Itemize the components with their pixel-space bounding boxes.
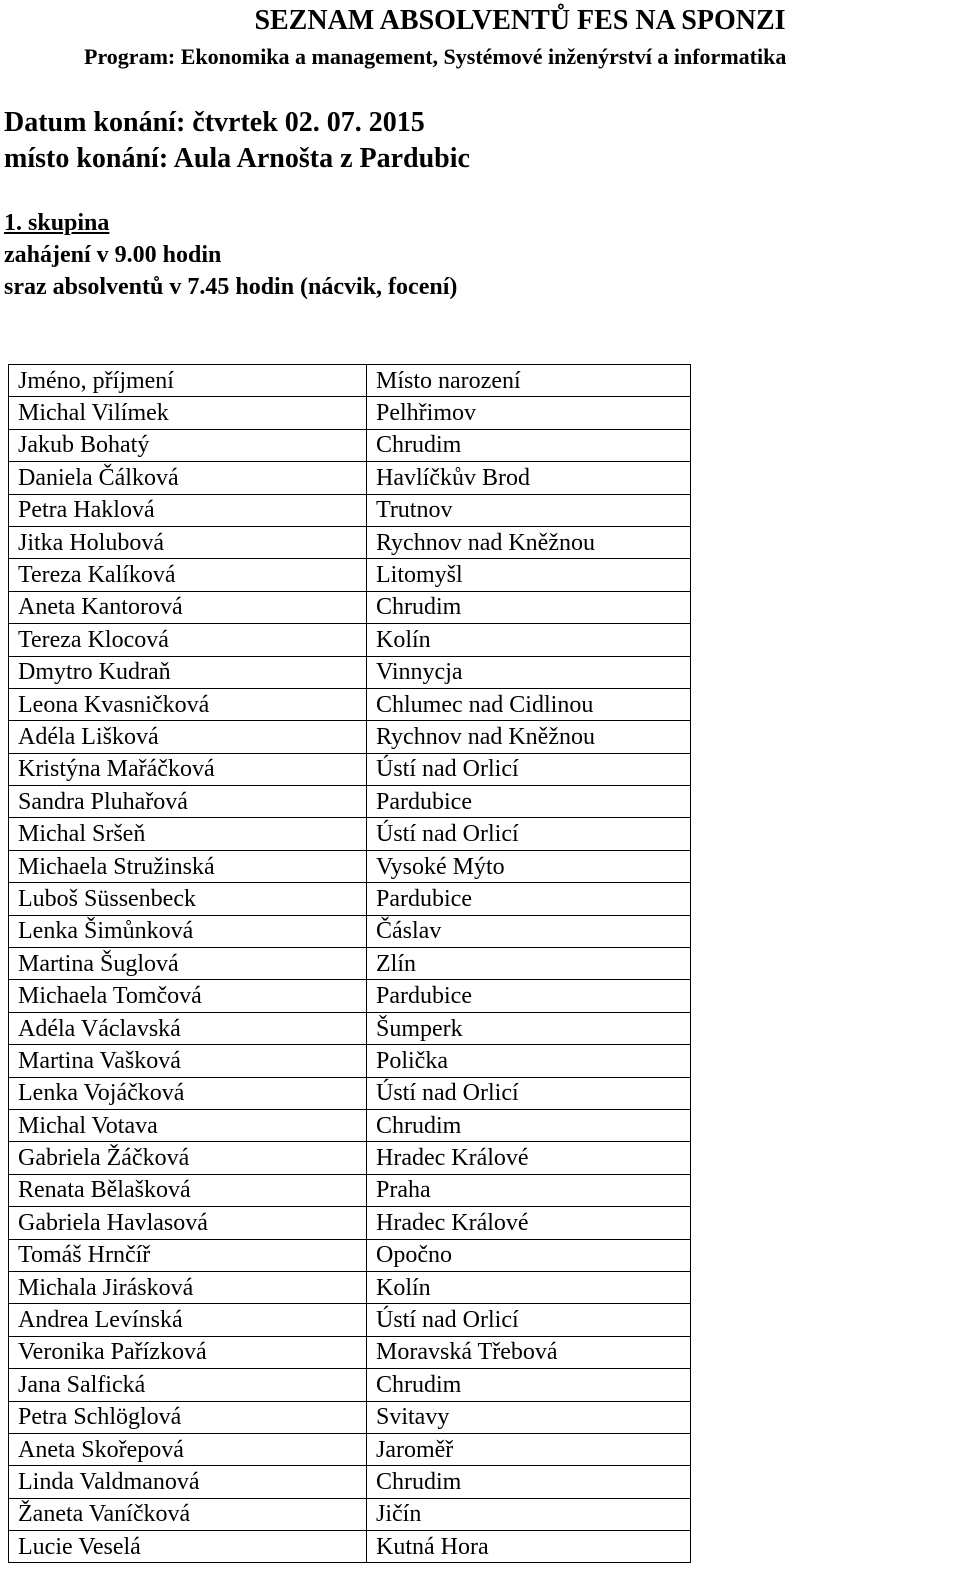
graduate-name-cell: Aneta Skořepová: [9, 1433, 367, 1465]
birthplace-cell: Moravská Třebová: [367, 1336, 691, 1368]
table-row: [9, 462, 691, 494]
date-line: Datum konání: čtvrtek 02. 07. 2015: [4, 107, 425, 138]
birthplace-cell: Opočno: [367, 1239, 691, 1271]
table-body: [9, 397, 691, 1563]
birthplace-cell: Šumperk: [367, 1012, 691, 1044]
graduate-name-cell: Andrea Levínská: [9, 1304, 367, 1336]
graduate-name-cell: Renata Bělašková: [9, 1174, 367, 1206]
table-row: [9, 656, 691, 688]
place-line: místo konání: Aula Arnošta z Pardubic: [4, 143, 470, 174]
graduate-name-cell: Gabriela Havlasová: [9, 1207, 367, 1239]
table-row: [9, 1498, 691, 1530]
table-row: [9, 624, 691, 656]
birthplace-cell: Pardubice: [367, 883, 691, 915]
table-row: [9, 1012, 691, 1044]
graduate-name-cell: Adéla Lišková: [9, 721, 367, 753]
birthplace-cell: Ústí nad Orlicí: [367, 1304, 691, 1336]
table-row: [9, 526, 691, 558]
graduate-name-cell: Martina Šuglová: [9, 948, 367, 980]
birthplace-cell: Trutnov: [367, 494, 691, 526]
table-row: [9, 980, 691, 1012]
table-row: [9, 494, 691, 526]
birthplace-cell: Ústí nad Orlicí: [367, 818, 691, 850]
graduate-name-cell: Tomáš Hrnčíř: [9, 1239, 367, 1271]
birthplace-cell: Polička: [367, 1045, 691, 1077]
birthplace-cell: Vysoké Mýto: [367, 850, 691, 882]
meeting-time-line: sraz absolventů v 7.45 hodin (nácvik, focení): [4, 274, 458, 300]
table-row: [9, 1433, 691, 1465]
start-time-line: zahájení v 9.00 hodin: [4, 242, 222, 268]
birthplace-cell: Kolín: [367, 624, 691, 656]
birthplace-cell: Svitavy: [367, 1401, 691, 1433]
birthplace-cell: Chlumec nad Cidlinou: [367, 688, 691, 720]
table-row: [9, 850, 691, 882]
graduate-name-cell: Tereza Klocová: [9, 624, 367, 656]
table-row: [9, 1271, 691, 1303]
birthplace-cell: Hradec Králové: [367, 1142, 691, 1174]
table-row: [9, 1369, 691, 1401]
group-label: 1. skupina: [4, 210, 110, 236]
table-row: [9, 1174, 691, 1206]
graduate-name-cell: Linda Valdmanová: [9, 1466, 367, 1498]
birthplace-cell: Kutná Hora: [367, 1531, 691, 1563]
header-name: Jméno, příjmení: [9, 365, 367, 397]
graduate-name-cell: Daniela Čálková: [9, 462, 367, 494]
graduate-name-cell: Jana Salfická: [9, 1369, 367, 1401]
table-row: [9, 1531, 691, 1563]
graduate-name-cell: Jakub Bohatý: [9, 429, 367, 461]
graduate-name-cell: Dmytro Kudraň: [9, 656, 367, 688]
graduate-name-cell: Martina Vašková: [9, 1045, 367, 1077]
birthplace-cell: Chrudim: [367, 1109, 691, 1141]
graduate-name-cell: Luboš Süssenbeck: [9, 883, 367, 915]
table-row: [9, 1304, 691, 1336]
header-birthplace: Místo narození: [367, 365, 691, 397]
table-row: [9, 1207, 691, 1239]
graduate-name-cell: Michal Vilímek: [9, 397, 367, 429]
table-row: [9, 753, 691, 785]
table-row: [9, 1239, 691, 1271]
table-row: [9, 429, 691, 461]
graduate-name-cell: Petra Haklová: [9, 494, 367, 526]
graduate-name-cell: Michaela Tomčová: [9, 980, 367, 1012]
table-row: [9, 397, 691, 429]
table-row: [9, 883, 691, 915]
graduate-name-cell: Jitka Holubová: [9, 526, 367, 558]
graduate-name-cell: Leona Kvasničková: [9, 688, 367, 720]
birthplace-cell: Pardubice: [367, 980, 691, 1012]
table-row: [9, 721, 691, 753]
birthplace-cell: Rychnov nad Kněžnou: [367, 526, 691, 558]
birthplace-cell: Jičín: [367, 1498, 691, 1530]
table-row: [9, 688, 691, 720]
table-header-row: [9, 365, 691, 397]
table-row: [9, 1109, 691, 1141]
birthplace-cell: Rychnov nad Kněžnou: [367, 721, 691, 753]
birthplace-cell: Praha: [367, 1174, 691, 1206]
table-row: [9, 1401, 691, 1433]
birthplace-cell: Kolín: [367, 1271, 691, 1303]
graduate-name-cell: Michaela Stružinská: [9, 850, 367, 882]
document-title: SEZNAM ABSOLVENTŮ FES NA SPONZI: [254, 5, 786, 36]
graduate-name-cell: Lenka Šimůnková: [9, 915, 367, 947]
table-row: [9, 1142, 691, 1174]
program-line: Program: Ekonomika a management, Systémové inženýrství a informatika: [84, 44, 787, 69]
birthplace-cell: Chrudim: [367, 429, 691, 461]
birthplace-cell: Zlín: [367, 948, 691, 980]
birthplace-cell: Chrudim: [367, 1369, 691, 1401]
birthplace-cell: Hradec Králové: [367, 1207, 691, 1239]
graduate-name-cell: Lenka Vojáčková: [9, 1077, 367, 1109]
birthplace-cell: Čáslav: [367, 915, 691, 947]
graduate-name-cell: Veronika Pařízková: [9, 1336, 367, 1368]
birthplace-cell: Jaroměř: [367, 1433, 691, 1465]
table-row: [9, 559, 691, 591]
graduate-name-cell: Tereza Kalíková: [9, 559, 367, 591]
graduate-name-cell: Adéla Václavská: [9, 1012, 367, 1044]
birthplace-cell: Ústí nad Orlicí: [367, 1077, 691, 1109]
graduate-name-cell: Aneta Kantorová: [9, 591, 367, 623]
table-row: [9, 948, 691, 980]
table-row: [9, 818, 691, 850]
birthplace-cell: Chrudim: [367, 1466, 691, 1498]
graduate-name-cell: Kristýna Mařáčková: [9, 753, 367, 785]
birthplace-cell: Ústí nad Orlicí: [367, 753, 691, 785]
table-row: [9, 1077, 691, 1109]
graduates-table: [8, 364, 691, 1563]
birthplace-cell: Chrudim: [367, 591, 691, 623]
birthplace-cell: Havlíčkův Brod: [367, 462, 691, 494]
birthplace-cell: Pelhřimov: [367, 397, 691, 429]
table-row: [9, 591, 691, 623]
table-row: [9, 1045, 691, 1077]
table-row: [9, 1466, 691, 1498]
graduate-name-cell: Michala Jirásková: [9, 1271, 367, 1303]
birthplace-cell: Pardubice: [367, 786, 691, 818]
birthplace-cell: Vinnycja: [367, 656, 691, 688]
graduate-name-cell: Petra Schlöglová: [9, 1401, 367, 1433]
birthplace-cell: Litomyšl: [367, 559, 691, 591]
table-row: [9, 915, 691, 947]
graduate-name-cell: Žaneta Vaníčková: [9, 1498, 367, 1530]
graduate-name-cell: Gabriela Žáčková: [9, 1142, 367, 1174]
graduate-name-cell: Lucie Veselá: [9, 1531, 367, 1563]
table-row: [9, 1336, 691, 1368]
graduate-name-cell: Michal Sršeň: [9, 818, 367, 850]
graduate-name-cell: Sandra Pluhařová: [9, 786, 367, 818]
table-row: [9, 786, 691, 818]
graduate-name-cell: Michal Votava: [9, 1109, 367, 1141]
